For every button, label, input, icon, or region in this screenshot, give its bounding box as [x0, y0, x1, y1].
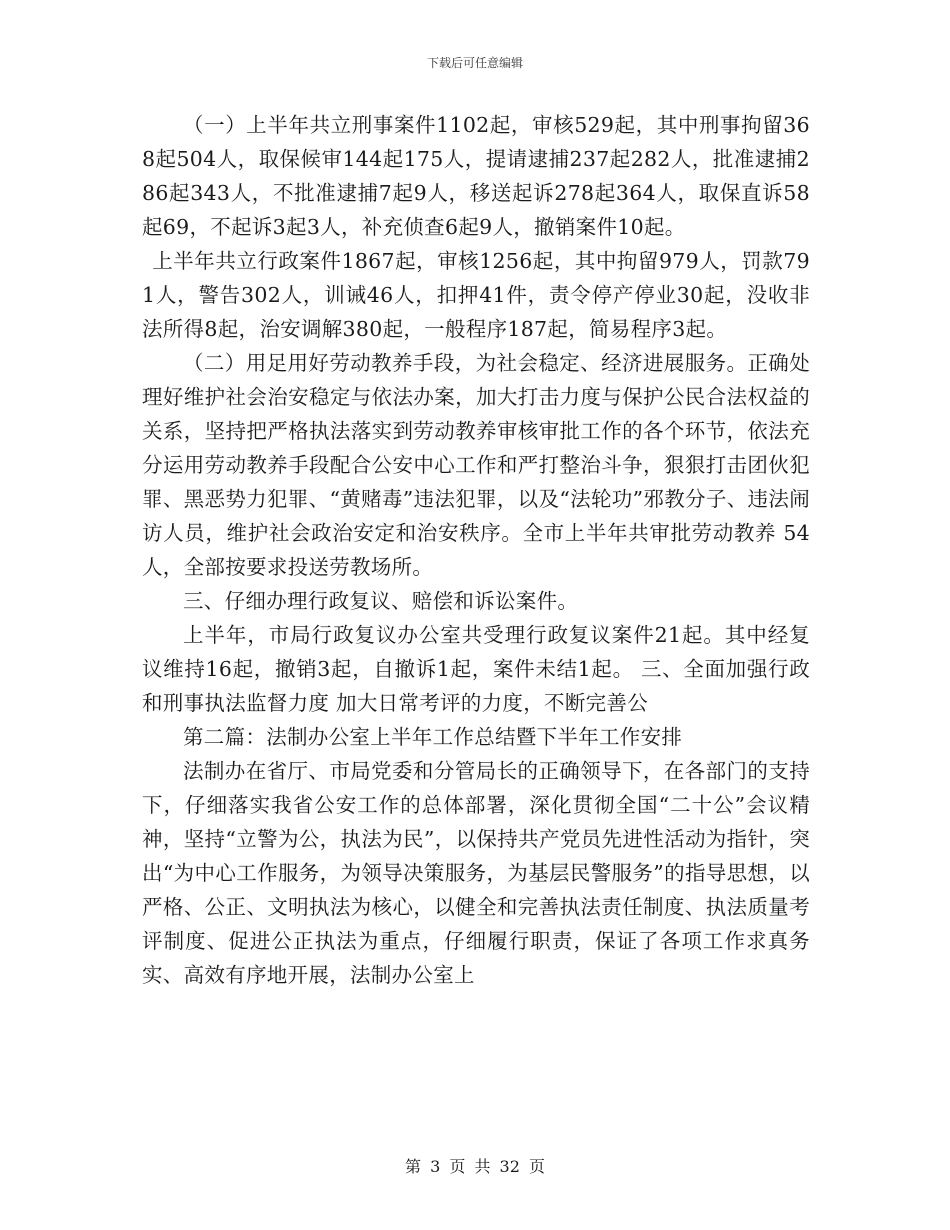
document-body	[142, 108, 810, 992]
page-header-note: 下载后可任意编辑	[426, 56, 523, 70]
paragraph-review-summary: 上半年，市局行政复议办公室共受理行政复议案件21起。其中经复议维持16起，撤销3起，自撤诉1起，案件未结1起。 三、全面加强行政和刑事执法监督力度 加大日常考评的力度，不断完善公	[142, 623, 810, 715]
page-number-footer: 第 3 页 共 32 页	[405, 1157, 545, 1176]
section-heading-part-two: 第二篇：法制办公室上半年工作总结暨下半年工作安排	[183, 725, 683, 749]
paragraph-labor-education: （二）用足用好劳动教养手段，为社会稳定、经济进展服务。正确处理好维护社会治安稳定与依法办案，加大打击力度与保护公民合法权益的关系，坚持把严格执法落实到劳动教养审核审批工作的各个环节，依法充分运用劳动教养手段配合公安中心工作和严打整治斗争，狠狠打击团伙犯罪、黑恶势力犯罪、“黄赌毒”违法犯罪，以及“法轮功”邪教分子、违法闹访人员，维护社会政治安定和治安秩序。全市上半年共审批劳动教养 54人，全部按要求投送劳教场所。	[142, 351, 810, 579]
paragraph-administrative-cases: 上半年共立行政案件1867起，审核1256起，其中拘留979人，罚款791人，警告302人，训诫46人，扣押41件，责令停产停业30起，没收非法所得8起，治安调解380起，一般程序187起，简易程序3起。	[142, 249, 810, 341]
paragraph-legal-office: 法制办在省厅、市局党委和分管局长的正确领导下，在各部门的支持下，仔细落实我省公安工作的总体部署，深化贯彻全国“二十公”会议精神，坚持“立警为公，执法为民”，以保持共产党员先进性活动为指针，突出“为中心工作服务，为领导决策服务，为基层民警服务”的指导思想，以严格、公正、文明执法为核心，以健全和完善执法责任制度、执法质量考评制度、促进公正执法为重点，仔细履行职责，保证了各项工作求真务实、高效有序地开展，法制办公室上	[142, 759, 810, 987]
section-heading-review-cases: 三、仔细办理行政复议、赔偿和诉讼案件。	[183, 589, 579, 613]
paragraph-criminal-cases: （一）上半年共立刑事案件1102起，审核529起，其中刑事拘留368起504人，取保候审144起175人，提请逮捕237起282人，批准逮捕286起343人，不批准逮捕7起9人，移送起诉278起364人，取保直诉58起69，不起诉3起3人，补充侦查6起9人，撤销案件10起。	[142, 113, 810, 239]
